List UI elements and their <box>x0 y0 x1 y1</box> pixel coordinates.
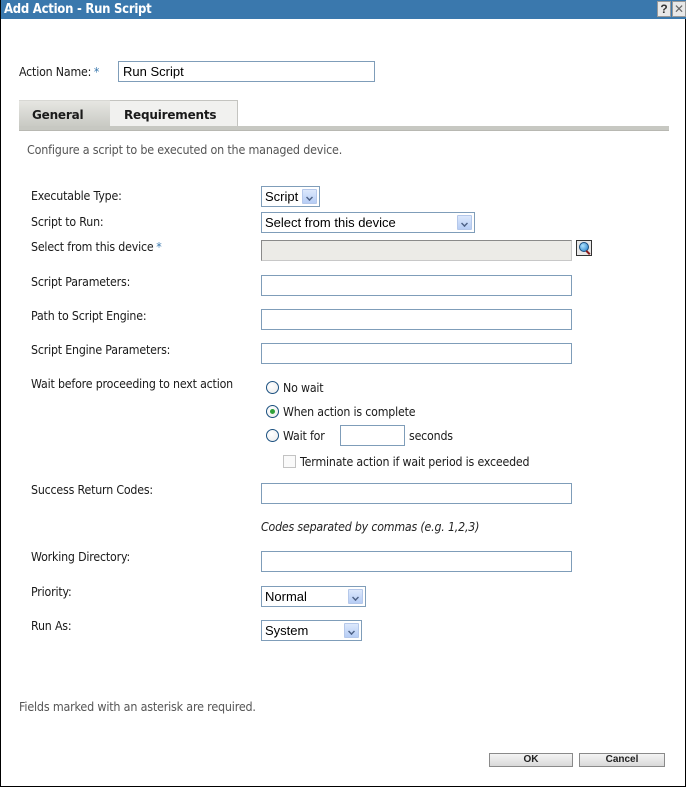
tab-requirements[interactable]: Requirements <box>109 100 238 127</box>
chevron-down-icon <box>302 189 317 204</box>
executable-type-label: Executable Type: <box>31 189 122 203</box>
tab-description: Configure a script to be executed on the managed device. <box>27 143 343 157</box>
return-codes-hint: Codes separated by commas (e.g. 1,2,3) <box>261 520 480 534</box>
action-name-label <box>19 65 99 79</box>
required-fields-note: Fields marked with an asterisk are required. <box>19 700 256 714</box>
script-to-run-select[interactable] <box>261 212 475 233</box>
script-parameters-label: Script Parameters: <box>31 275 131 289</box>
terminate-label: Terminate action if wait period is exceeded <box>300 455 530 469</box>
run-as-value: System <box>265 623 309 638</box>
path-to-script-engine-label: Path to Script Engine: <box>31 309 147 323</box>
chevron-down-icon <box>457 215 472 230</box>
select-from-device-label-text: Select from this device <box>31 240 154 254</box>
path-to-script-engine-input[interactable] <box>261 309 572 330</box>
script-parameters-input[interactable] <box>261 275 572 296</box>
dialog-title: Add Action - Run Script <box>4 2 152 17</box>
action-name-input[interactable] <box>118 61 375 82</box>
wait-label: Wait before proceeding to next action <box>31 377 233 391</box>
seconds-label: seconds <box>409 429 453 443</box>
priority-label: Priority: <box>31 585 72 599</box>
close-icon[interactable]: ✕ <box>673 2 685 16</box>
wait-for-label: Wait for <box>283 429 325 443</box>
success-return-codes-input[interactable] <box>261 483 572 504</box>
run-as-select[interactable] <box>261 620 362 641</box>
priority-select[interactable] <box>261 586 366 607</box>
chevron-down-icon <box>348 589 363 604</box>
search-icon[interactable] <box>576 240 592 256</box>
chevron-down-icon <box>344 623 359 638</box>
working-directory-label: Working Directory: <box>31 550 131 564</box>
cancel-button[interactable]: Cancel <box>579 753 665 767</box>
help-icon[interactable]: ? <box>657 1 671 17</box>
required-marker: * <box>156 240 162 254</box>
executable-type-select[interactable] <box>261 186 320 207</box>
success-return-codes-label: Success Return Codes: <box>31 483 153 497</box>
ok-button[interactable]: OK <box>489 753 573 767</box>
wait-seconds-input[interactable] <box>340 425 405 446</box>
script-to-run-value: Select from this device <box>265 215 396 230</box>
no-wait-label: No wait <box>283 381 324 395</box>
script-engine-parameters-label: Script Engine Parameters: <box>31 343 171 357</box>
no-wait-radio[interactable] <box>266 381 279 394</box>
working-directory-input[interactable] <box>261 551 572 572</box>
when-complete-label: When action is complete <box>283 405 416 419</box>
tab-bar <box>19 126 669 131</box>
run-as-label: Run As: <box>31 619 72 633</box>
executable-type-value: Script <box>265 189 299 204</box>
select-from-device-label <box>31 240 162 254</box>
terminate-checkbox[interactable] <box>283 455 296 468</box>
wait-for-radio[interactable] <box>266 429 279 442</box>
title-bar <box>1 0 686 19</box>
script-to-run-label: Script to Run: <box>31 215 104 229</box>
tab-strip <box>19 100 669 131</box>
tab-general[interactable]: General <box>19 100 110 127</box>
required-marker: * <box>93 65 100 79</box>
action-name-label-text: Action Name: <box>19 65 92 79</box>
when-complete-radio[interactable] <box>266 405 279 418</box>
script-engine-parameters-input[interactable] <box>261 343 572 364</box>
select-from-device-input[interactable] <box>261 240 572 261</box>
priority-value: Normal <box>265 589 307 604</box>
